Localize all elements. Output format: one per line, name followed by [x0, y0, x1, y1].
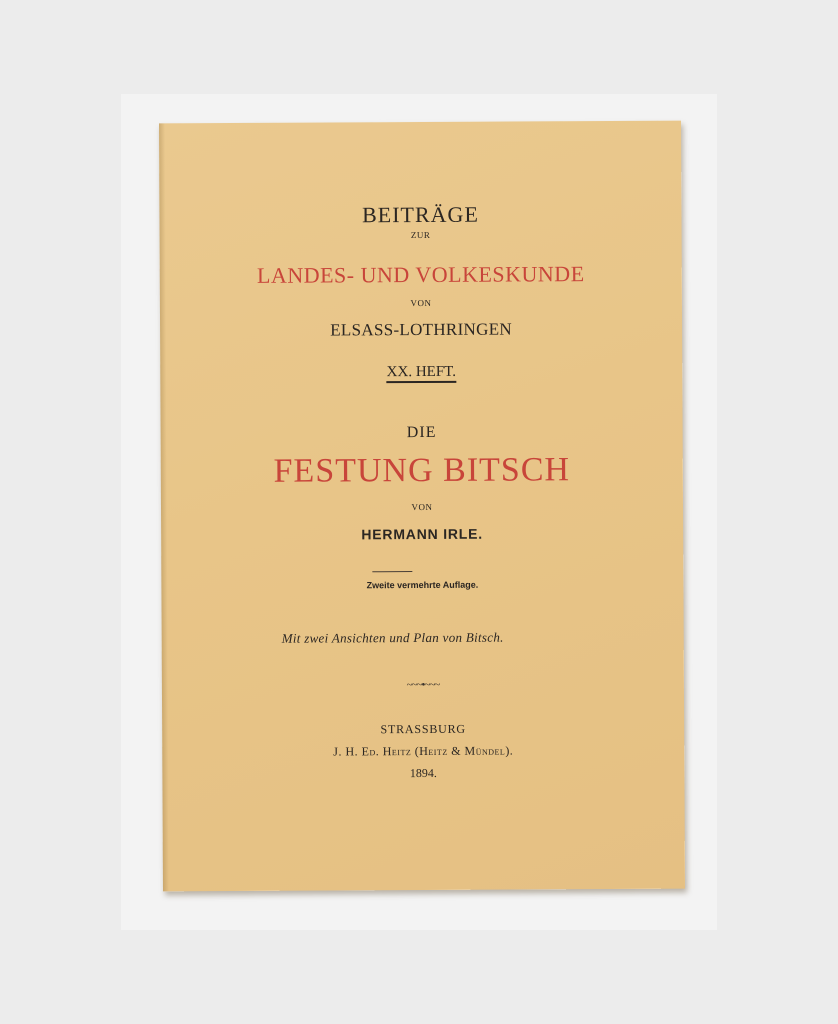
issue-text: XX. HEFT.: [387, 364, 456, 383]
die-label: DIE: [406, 423, 437, 442]
divider-rule: [372, 571, 412, 572]
publication-place: STRASSBURG: [380, 721, 466, 737]
zur-label: ZUR: [410, 229, 431, 241]
series-subtitle: LANDES- UND VOLKESKUNDE: [256, 261, 585, 288]
ornament-divider: ~~~•~~~: [406, 678, 440, 692]
issue-number: [160, 363, 682, 383]
region-title: ELSASS-LOTHRINGEN: [330, 319, 512, 340]
series-title: BEITRÄGE: [362, 201, 479, 228]
edition-note: Zweite vermehrte Auflage.: [366, 579, 479, 591]
publication-year: 1894.: [409, 765, 437, 781]
illustrations-note: Mit zwei Ansichten und Plan von Bitsch.: [281, 629, 504, 646]
main-title: FESTUNG BITSCH: [273, 451, 571, 490]
booklet-cover: [159, 121, 685, 892]
von-label-2: VON: [411, 501, 433, 513]
von-label-1: VON: [410, 297, 432, 309]
publisher-name: J. H. Ed. Heitz (Heitz & Mündel).: [333, 743, 514, 759]
author-name: HERMANN IRLE.: [361, 525, 484, 543]
